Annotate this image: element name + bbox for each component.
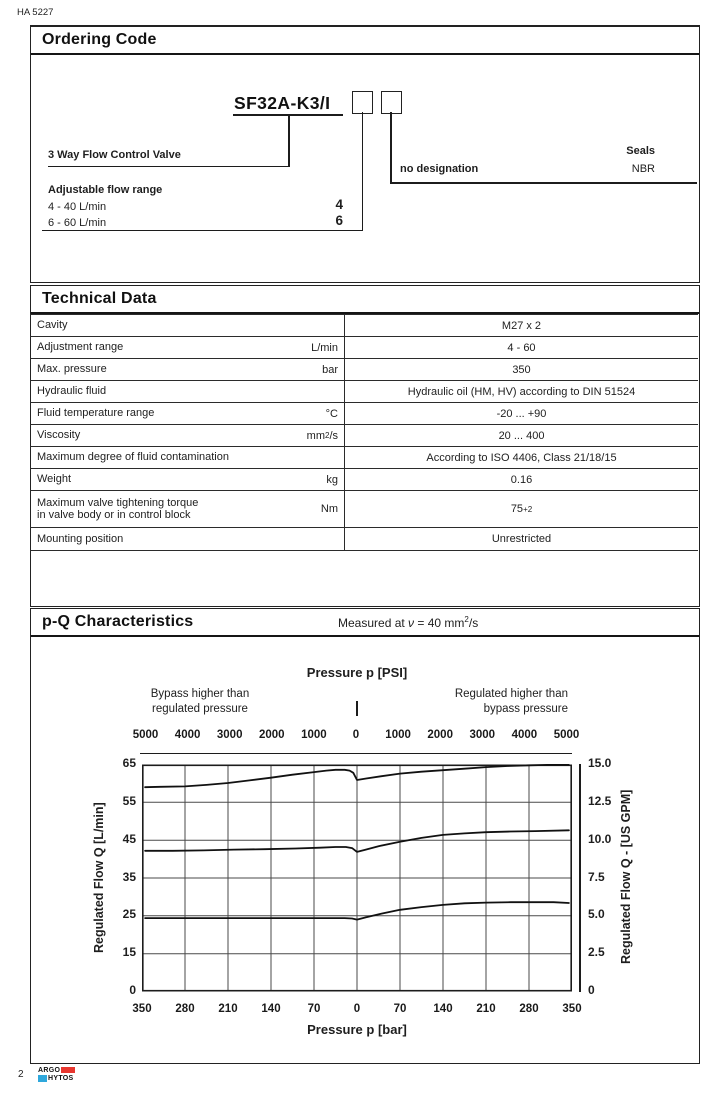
- connector-line: [362, 112, 364, 231]
- bar-axis-title: Pressure p [bar]: [307, 1022, 407, 1037]
- flow-range-option-label: 4 - 40 L/min: [48, 201, 107, 213]
- table-row-value: M27 x 2: [344, 315, 698, 336]
- valve-type-label: 3 Way Flow Control Valve: [48, 149, 181, 161]
- table-row-label: Maximum degree of fluid contamination: [37, 451, 229, 464]
- argo-hytos-logo: [38, 1066, 75, 1082]
- page-number: 2: [18, 1069, 24, 1080]
- flow-tick-label-right: 2.5: [588, 945, 605, 960]
- seals-heading: Seals: [626, 145, 655, 157]
- psi-axis-line: [140, 753, 572, 755]
- ordering-titlebar: [31, 27, 699, 55]
- flow-tick-label-left: 25: [122, 907, 136, 922]
- measured-at-text: = 40 mm: [414, 615, 465, 630]
- flow-axis-title-right: Regulated Flow Q - [US GPM]: [619, 789, 633, 965]
- flow-tick-label-left: 15: [122, 945, 136, 960]
- table-row: [30, 315, 698, 337]
- flow-tick-label-left: 65: [122, 756, 136, 770]
- psi-tick-label: 2000: [259, 729, 285, 741]
- logo-text-argo: ARGO: [38, 1066, 61, 1074]
- doc-number: HA 5227: [17, 7, 54, 18]
- table-row: [30, 425, 698, 447]
- technical-section-title: Technical Data: [42, 290, 157, 307]
- technical-table: [30, 314, 698, 551]
- psi-tick-label: 5000: [132, 729, 159, 741]
- table-row-value: 350: [344, 359, 698, 380]
- table-row: [30, 337, 698, 359]
- pq-section-title: p-Q Characteristics: [42, 613, 194, 630]
- connector-line: [42, 230, 363, 232]
- logo-cyan-block: [38, 1075, 47, 1082]
- table-row-label: Viscosity: [37, 429, 81, 442]
- table-row-value: Hydraulic oil (HM, HV) according to DIN 51524: [344, 381, 698, 402]
- table-row-value: -20 ... +90: [344, 403, 698, 424]
- bar-tick-label: 350: [132, 1003, 152, 1015]
- table-row-unit: mm 2 /s: [306, 429, 338, 442]
- flow-tick-label-left: 55: [122, 793, 136, 808]
- table-row: [30, 528, 698, 551]
- psi-tick-label: 3000: [216, 729, 243, 741]
- psi-tick-label: 0: [352, 729, 360, 741]
- psi-tick-label: 5000: [553, 729, 580, 741]
- psi-tick-label: 1000: [301, 729, 327, 741]
- seals-option-value: NBR: [631, 163, 655, 175]
- technical-table-body: [30, 315, 698, 551]
- table-row-unit: kg: [326, 473, 338, 486]
- measured-at-text: Measured at: [338, 615, 409, 630]
- table-row: [30, 447, 698, 469]
- table-row-value: Unrestricted: [344, 528, 698, 550]
- connector-line: [390, 112, 392, 183]
- flow-range-option-code: 4: [335, 197, 343, 212]
- table-row: [30, 359, 698, 381]
- bar-tick-label: 70: [393, 1003, 407, 1015]
- code-option-box-2: [381, 91, 402, 114]
- flow-tick-label-left: 45: [122, 831, 136, 846]
- flow-tick-label-right: 12.5: [588, 793, 612, 808]
- table-row-label: Adjustment range: [37, 341, 124, 354]
- table-row-value: 20 ... 400: [344, 425, 698, 446]
- table-row-unit: [289, 447, 338, 468]
- flow-range-heading: Adjustable flow range: [48, 184, 163, 196]
- table-row-unit: [289, 315, 338, 336]
- annotation-line: Regulated higher than: [454, 688, 568, 700]
- annotation-line: bypass pressure: [483, 703, 568, 715]
- flow-tick-label-left: 0: [129, 983, 136, 997]
- logo-text-hytos: HYTOS: [48, 1074, 74, 1082]
- seals-option-label: no designation: [400, 163, 479, 175]
- table-row-label: Max. pressure: [37, 363, 107, 376]
- table-row-label: Maximum valve tightening torque in valve body or in control block: [37, 496, 199, 521]
- table-row-unit: bar: [322, 363, 338, 376]
- gpm-axis-line: [579, 764, 581, 992]
- flow-range-option-code: 6: [335, 213, 343, 228]
- bar-tick-label: 70: [307, 1003, 321, 1015]
- table-row-value: 75 +2: [344, 491, 698, 527]
- annotation-bypass-higher: [140, 687, 260, 717]
- table-row-label: Fluid temperature range: [37, 407, 155, 420]
- technical-titlebar: [31, 286, 699, 314]
- annotation-line: regulated pressure: [152, 703, 248, 715]
- connector-line: [288, 114, 290, 167]
- measured-at-sup: 2: [464, 614, 469, 624]
- table-row: [30, 469, 698, 491]
- ordering-code-text: SF32A-K3/I: [234, 93, 331, 113]
- table-row-unit: [289, 528, 338, 550]
- annotation-regulated-higher: [408, 687, 568, 717]
- bar-tick-label: 140: [261, 1003, 281, 1015]
- flow-tick-label-left: 35: [122, 869, 136, 884]
- table-row: [30, 381, 698, 403]
- flow-tick-label-right: 0: [588, 983, 595, 997]
- connector-line: [390, 182, 697, 184]
- bar-tick-label: 280: [175, 1003, 195, 1015]
- bar-tick-label: 0: [353, 1003, 361, 1015]
- psi-tick-label: 3000: [469, 729, 496, 741]
- flow-tick-label-right: 5.0: [588, 907, 605, 922]
- nu-symbol: ν: [408, 615, 415, 630]
- table-row: [30, 491, 698, 528]
- bar-tick-label: 280: [519, 1003, 539, 1015]
- pq-titlebar: [31, 609, 699, 637]
- table-row-label: Hydraulic fluid: [37, 385, 107, 398]
- table-row-unit: Nm: [320, 503, 338, 515]
- bar-tick-label: 350: [562, 1003, 582, 1015]
- flow-tick-label-right: 15.0: [588, 756, 612, 770]
- table-row-unit: °C: [325, 407, 338, 420]
- measured-at-note: [338, 615, 478, 630]
- table-row-value: 0.16: [344, 469, 698, 490]
- logo-red-block: [61, 1067, 75, 1073]
- psi-tick-label: 4000: [174, 729, 201, 741]
- table-row-unit: L/min: [311, 341, 338, 354]
- psi-axis-title: Pressure p [PSI]: [306, 665, 408, 680]
- ordering-section-title: Ordering Code: [42, 31, 157, 48]
- flow-tick-label-right: 7.5: [588, 869, 605, 884]
- flow-axis-title-left: Regulated Flow Q [L/min]: [92, 802, 106, 953]
- table-row-label: Weight: [37, 473, 72, 486]
- connector-line: [48, 166, 290, 168]
- flow-range-option-label: 6 - 60 L/min: [48, 217, 107, 229]
- psi-tick-label: 4000: [511, 729, 538, 741]
- table-row-label: Cavity: [37, 319, 68, 332]
- table-row-unit: [289, 381, 338, 402]
- bar-tick-label: 210: [476, 1003, 496, 1015]
- table-row-label: Mounting position: [37, 532, 124, 545]
- psi-tick-label: 1000: [385, 729, 411, 741]
- bar-tick-label: 140: [433, 1003, 453, 1015]
- psi-tick-label: 2000: [427, 729, 453, 741]
- annotation-line: Bypass higher than: [150, 688, 250, 700]
- pq-plot: [142, 764, 572, 992]
- table-row-value: 4 - 60: [344, 337, 698, 358]
- code-option-box-1: [352, 91, 373, 114]
- annotation-divider: [356, 701, 358, 716]
- table-row-value: According to ISO 4406, Class 21/18/15: [344, 447, 698, 468]
- table-row: [30, 403, 698, 425]
- measured-at-text: /s: [468, 615, 479, 630]
- flow-tick-label-right: 10.0: [588, 831, 612, 846]
- bar-tick-label: 210: [218, 1003, 238, 1015]
